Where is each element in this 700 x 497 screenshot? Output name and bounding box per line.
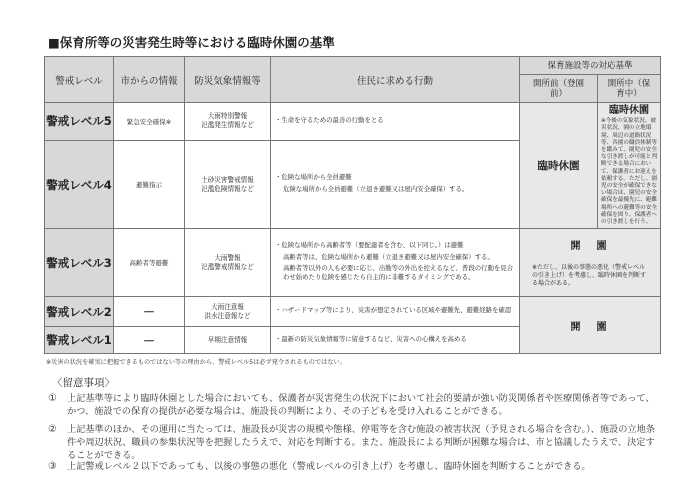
city-info-cell: 緊急安全確保※	[114, 103, 185, 141]
header-during: 開所中（保育中）	[598, 75, 661, 103]
action-cell	[271, 297, 520, 327]
note-text: 上記基準等により臨時休園とした場合においても、保護者が災害発生の状況下において社会的要請が強い防災関係者や医療関係者等であって、かつ、施設での保育の提供が必要な場合は、施設長の判断により、その子どもを受け入れることができる。	[67, 393, 655, 417]
note-number: ②	[48, 424, 57, 435]
response-during-closed	[598, 103, 661, 229]
response-during-head: 臨時休園	[609, 105, 649, 116]
action-cell	[271, 103, 520, 141]
city-info-cell: －	[114, 297, 185, 327]
level-cell: 警戒レベル4	[45, 140, 114, 228]
city-info-cell: －	[114, 327, 185, 354]
weather-info-line: 大雨特別警報	[207, 112, 248, 121]
response-open-label: 開 園	[570, 321, 610, 333]
table-row	[45, 103, 661, 141]
level-cell: 警戒レベル5	[45, 103, 114, 141]
response-during-note: ※今後の気象状況、被災状況、園の立地環境、周辺の道路状況等、各園の職員体制等を鑑みて、園児の安全な引き渡しが可能と判断できる場合において、保護者にお迎えを依頼する。ただし、園児の安全が確保できない場合は、園児の安全確保を最優先に、避難場所への避難等の安全確保を図り、保護者への引き渡しを行う。	[601, 118, 657, 226]
action-cell	[271, 327, 520, 354]
notes-title: 〈留意事項〉	[52, 377, 115, 389]
action-line: 高齢者等は、危険な場所から避難（立退き避難又は屋内安全確保）する。	[283, 252, 494, 261]
action-line: 高齢者等以外の人も必要に応じ、出勤等の外出を控えるなど、普段の行動を見合わせ始めたり危険を感じたら自主的に非難するタイミングである。	[283, 264, 514, 281]
header-level: 警戒レベル	[45, 57, 114, 103]
weather-info-line: 氾濫発生情報など	[201, 121, 254, 130]
action-cell	[271, 140, 520, 228]
header-before: 開所前（登園前）	[520, 75, 598, 103]
level-cell: 警戒レベル2	[45, 297, 114, 327]
header-action: 住民に求める行動	[271, 57, 520, 103]
response-before-closed: 臨時休園	[520, 103, 598, 229]
level-cell: 警戒レベル3	[45, 229, 114, 297]
weather-info-cell	[185, 103, 271, 141]
note-item	[48, 392, 658, 418]
action-line: ・生命を守るための最善の行動をとる	[275, 115, 384, 124]
response-open-level3	[520, 229, 661, 297]
action-line: ・危険な場所から高齢者等（要配慮者を含む、以下同じ。）は避難	[275, 241, 464, 250]
weather-info-cell	[185, 327, 271, 354]
note-number: ①	[48, 393, 57, 404]
action-cell	[271, 229, 520, 297]
weather-info-line: 大雨警報	[214, 253, 241, 262]
weather-info-line: 洪水注意報など	[204, 311, 251, 320]
criteria-table	[44, 56, 661, 354]
response-open-note: ※ただし、以後の事態の悪化（警戒レベルの引き上げ）を考慮し、臨時休園を判断する場合がある。	[532, 264, 647, 288]
action-line: 危険な場所から全員避難（立退き避難又は屋内安全確保）する。	[283, 184, 469, 193]
weather-info-line: 早期注意情報	[207, 335, 248, 344]
level-cell: 警戒レベル1	[45, 327, 114, 354]
response-open-label: 開 園	[570, 241, 610, 253]
header-response: 保育施設等の対応基準	[520, 57, 661, 75]
weather-info-cell	[185, 229, 271, 297]
response-open-level12	[520, 297, 661, 354]
note-item	[48, 460, 658, 473]
weather-info-line: 土砂災害警戒情報	[201, 175, 254, 184]
city-info-cell: 避難指示	[114, 140, 185, 228]
weather-info-cell	[185, 297, 271, 327]
table-row	[45, 229, 661, 297]
weather-info-cell	[185, 140, 271, 228]
page-title: ■保育所等の災害発生時等における臨時休園の基準	[48, 35, 335, 50]
header-info: 防災気象情報等	[185, 57, 271, 103]
note-text: 上記基準のほか、その運用に当たっては、施設長が災害の規模や態様、停電等を含む施設の被害状況（予見される場合を含む。）、施設の立地条件や周辺状況、職員の参集状況等を把握したうえで、対応を判断する。また、施設長による判断が困難な場合は、市と協議したうえで、決定することができる。	[67, 424, 655, 461]
weather-info-line: 氾濫危険情報など	[201, 184, 254, 193]
note-item	[48, 423, 658, 462]
weather-info-line: 氾濫警戒情報など	[201, 262, 254, 271]
table-footnote: ※災害の状況を確実に把握できるものではない等の理由から、警戒レベル5は必ず発令されるものではない。	[46, 359, 346, 366]
note-number: ③	[48, 461, 57, 472]
header-city: 市からの情報	[114, 57, 185, 103]
action-line: ・危険な場所から全員避難	[275, 173, 352, 182]
weather-info-line: 大雨注意報	[211, 302, 244, 311]
action-line: ・最新の防災気象情報等に留意するなど、災害への心構えを高める	[275, 334, 467, 343]
table-row	[45, 297, 661, 327]
city-info-cell: 高齢者等避難	[114, 229, 185, 297]
action-line: ・ハザードマップ等により、災害が想定されている区域や避難先、避難経路を確認	[275, 306, 512, 314]
note-text: 上記警戒レベル２以下であっても、以後の事態の悪化（警戒レベルの引き上げ）を考慮し、臨時休園を判断することができる。	[67, 461, 591, 472]
